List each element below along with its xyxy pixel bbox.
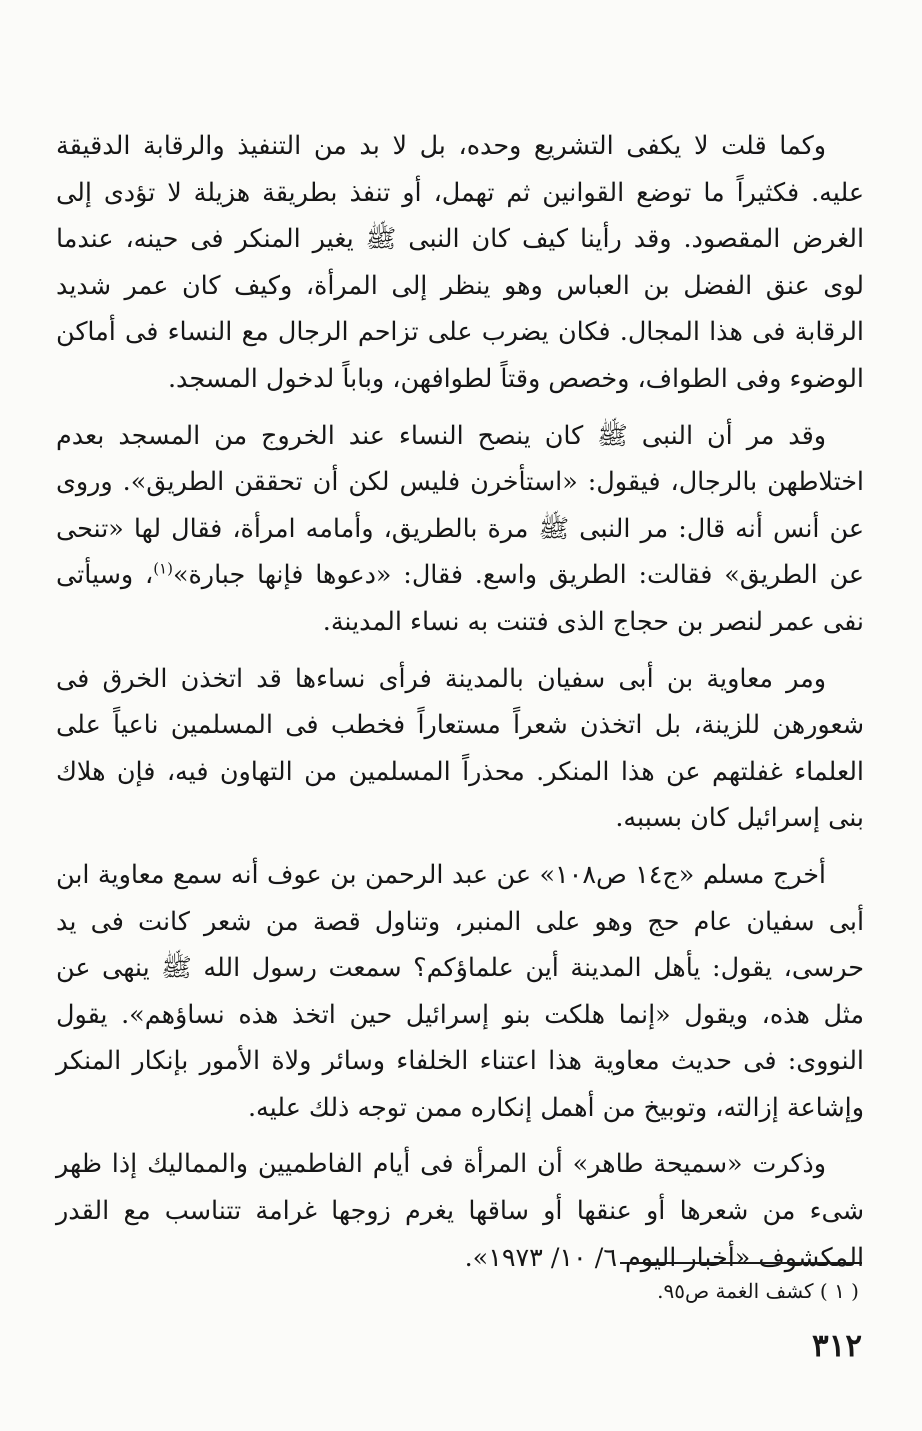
paragraph-4: أخرج مسلم «ج١٤ ص١٠٨» عن عبد الرحمن بن عوف أنه سمع معاوية ابن أبى سفيان عام حج وهو على المنبر، وتناول قصة من شعر كانت فى يد حرسى، يقول: يأهل المدينة أين علماؤكم؟ سمعت رسول الله ﷺ ينهى عن مثل هذه، ويقول «إنما هلكت بنو إسرائيل حين اتخذ هذه نساؤهم». يقول النووى: فى حديث معاوية هذا اعتناء الخلفاء وسائر ولاة الأمور بإنكار المنكر وإشاعة إزالته، وتوبيخ من أهمل إنكاره ممن توجه ذلك عليه.: [56, 858, 864, 1122]
paragraph-1: وكما قلت لا يكفى التشريع وحده، بل لا بد من التنفيذ والرقابة الدقيقة عليه. فكثيراً ما توضع القوانين ثم تهمل، أو تنفذ بطريقة هزيلة لا تؤدى إلى الغرض المقصود. وقد رأينا كيف كان النبى ﷺ يغير المنكر فى حينه، عندما لوى عنق الفضل بن العباس وهو ينظر إلى المرأة، وكيف كان عمر شديد الرقابة فى هذا المجال. فكان يضرب على تزاحم الرجال مع النساء فى أماكن الوضوء وفى الطواف، وخصص وقتاً لطوافهن، وباباً لدخول المسجد.: [56, 130, 864, 393]
main-text: [56, 122, 864, 1290]
footnote: ( ١ ) كشف الغمة ص٩٥.: [657, 1279, 859, 1303]
paragraph-2: [56, 412, 864, 645]
paragraph-5: وذكرت «سميحة طاهر» أن المرأة فى أيام الفاطميين والمماليك إذا ظهر شىء من شعرها أو عنقها أو ساقها يغرم زوجها غرامة تتناسب مع القدر المكشوف «أخبار اليوم ٦/ ١٠/ ١٩٧٣».: [56, 1148, 864, 1272]
footnote-marker: (١): [153, 559, 173, 578]
footnote-separator: [620, 1262, 862, 1264]
paragraph-2-tail: ، وسيأتى نفى عمر لنصر بن حجاج الذى فتنت به نساء المدينة.: [56, 559, 864, 636]
page-number: ٣١٢: [812, 1328, 862, 1364]
paragraph-3: ومر معاوية بن أبى سفيان بالمدينة فرأى نساءها قد اتخذن الخرق فى شعورهن للزينة، بل اتخذن شعراً مستعاراً فخطب فى المسلمين ناعياً على العلماء غفلتهم عن هذا المنكر. محذراً المسلمين من التهاون فيه، فإن هلاك بنى إسرائيل كان بسببه.: [56, 662, 864, 833]
paragraph-2-text: وقد مر أن النبى ﷺ كان ينصح النساء عند الخروج من المسجد بعدم اختلاطهن بالرجال، فيقول: «استأخرن فليس لكن أن تحققن الطريق». وروى عن أنس أنه قال: مر النبى ﷺ مرة بالطريق، وأمامه امرأة، فقال لها «تنحى عن الطريق» فقالت: الطريق واسع. فقال: «دعوها فإنها جبارة»: [56, 419, 864, 590]
